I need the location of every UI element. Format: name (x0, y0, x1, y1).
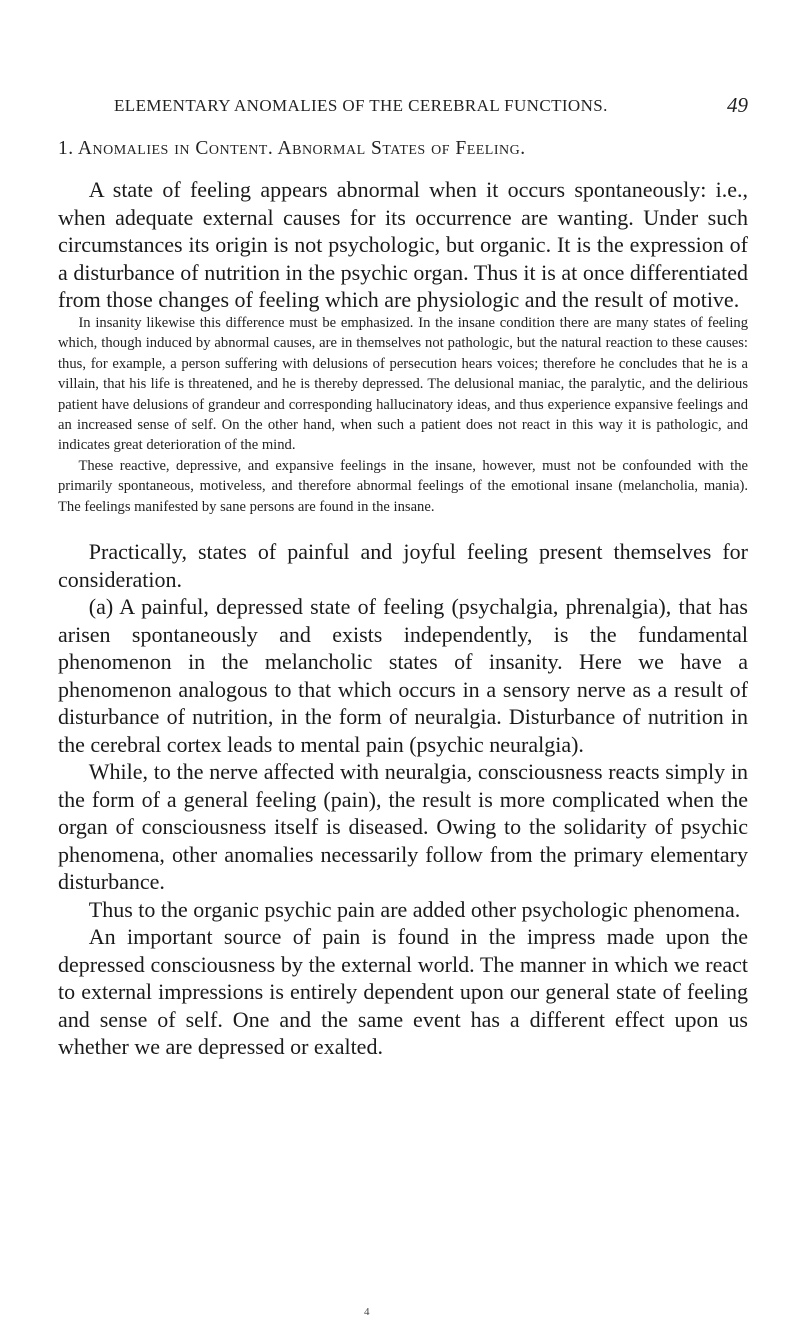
running-head: ELEMENTARY ANOMALIES OF THE CEREBRAL FUNCTIONS. (114, 96, 608, 115)
paragraph-psychalgia: (a) A painful, depressed state of feeling (psychalgia, phrenalgia), that has arisen spontaneously and exists independently, is the fundamental phenomenon in the melancholic states of insanity. Here we have a phenomenon analogous to that which occurs in a sensory nerve as a result of disturbance of nutrition, in the form of neuralgia. Disturbance of nutrition in the cerebral cortex leads to mental pain (psychic neuralgia). (58, 594, 748, 757)
paragraph-neuralgia-consciousness: While, to the nerve affected with neuralgia, consciousness reacts simply in the form of a general feeling (pain), the result is more complicated when the organ of consciousness itself is diseased. Owing to the solidarity of psychic phenomena, other anomalies necessarily follow from the primary elementary disturbance. (58, 759, 748, 894)
note-paragraph-reactive-feelings: These reactive, depressive, and expansive feelings in the insane, however, must not be confounded with the primarily spontaneous, motiveless, and therefore abnormal feelings of the emotional insane (melancholia, mania). The feelings manifested by sane persons are found in the insane. (58, 457, 748, 515)
small-print-note (58, 313, 748, 517)
signature-mark: 4 (364, 1306, 370, 1318)
note-paragraph-insanity: In insanity likewise this difference must be emphasized. In the insane condition there are many states of feeling which, though induced by abnormal causes, are in themselves not pathologic, but the natural reaction to these causes: thus, for example, a person suffering with delusions of persecution hears voices; therefore he concludes that he is a villain, that his life is threatened, and he is thereby depressed. The delusional maniac, the paralytic, and the delirious patient have delusions of grandeur and corresponding hallucinatory ideas, and thus experience expansive feelings and an increased sense of self. On the other hand, when such a patient does not react in this way it is pathologic, and indicates great deterioration of the mind. (58, 315, 748, 454)
book-page (58, 0, 748, 1320)
main-text-block (58, 538, 748, 1061)
paragraph-source-of-pain: An important source of pain is found in the impress made upon the depressed consciousness by the external world. The manner in which we react to external impressions is entirely dependent upon our general state of feeling and sense of self. One and the same event has a different effect upon us whether we are depressed or exalted. (58, 924, 748, 1059)
paragraph-psychologic-phenomena: Thus to the organic psychic pain are added other psychologic phenomena. (88, 896, 741, 922)
intro-text-block (58, 176, 748, 314)
paragraph-practically: Practically, states of painful and joyful feeling present themselves for consideration. (58, 539, 748, 592)
paragraph-abnormal-feeling: A state of feeling appears abnormal when it occurs spontaneously: i.e., when adequate external causes for its occurrence are wanting. Under such circumstances its origin is not psychologic, but organic. It is the expression of a disturbance of nutrition in the psychic organ. Thus it is at once differentiated from those changes of feeling which are physiologic and the result of motive. (58, 177, 748, 312)
section-heading: 1. Anomalies in Content. Abnormal States of Feeling. (58, 138, 526, 159)
page-number: 49 (727, 93, 748, 117)
